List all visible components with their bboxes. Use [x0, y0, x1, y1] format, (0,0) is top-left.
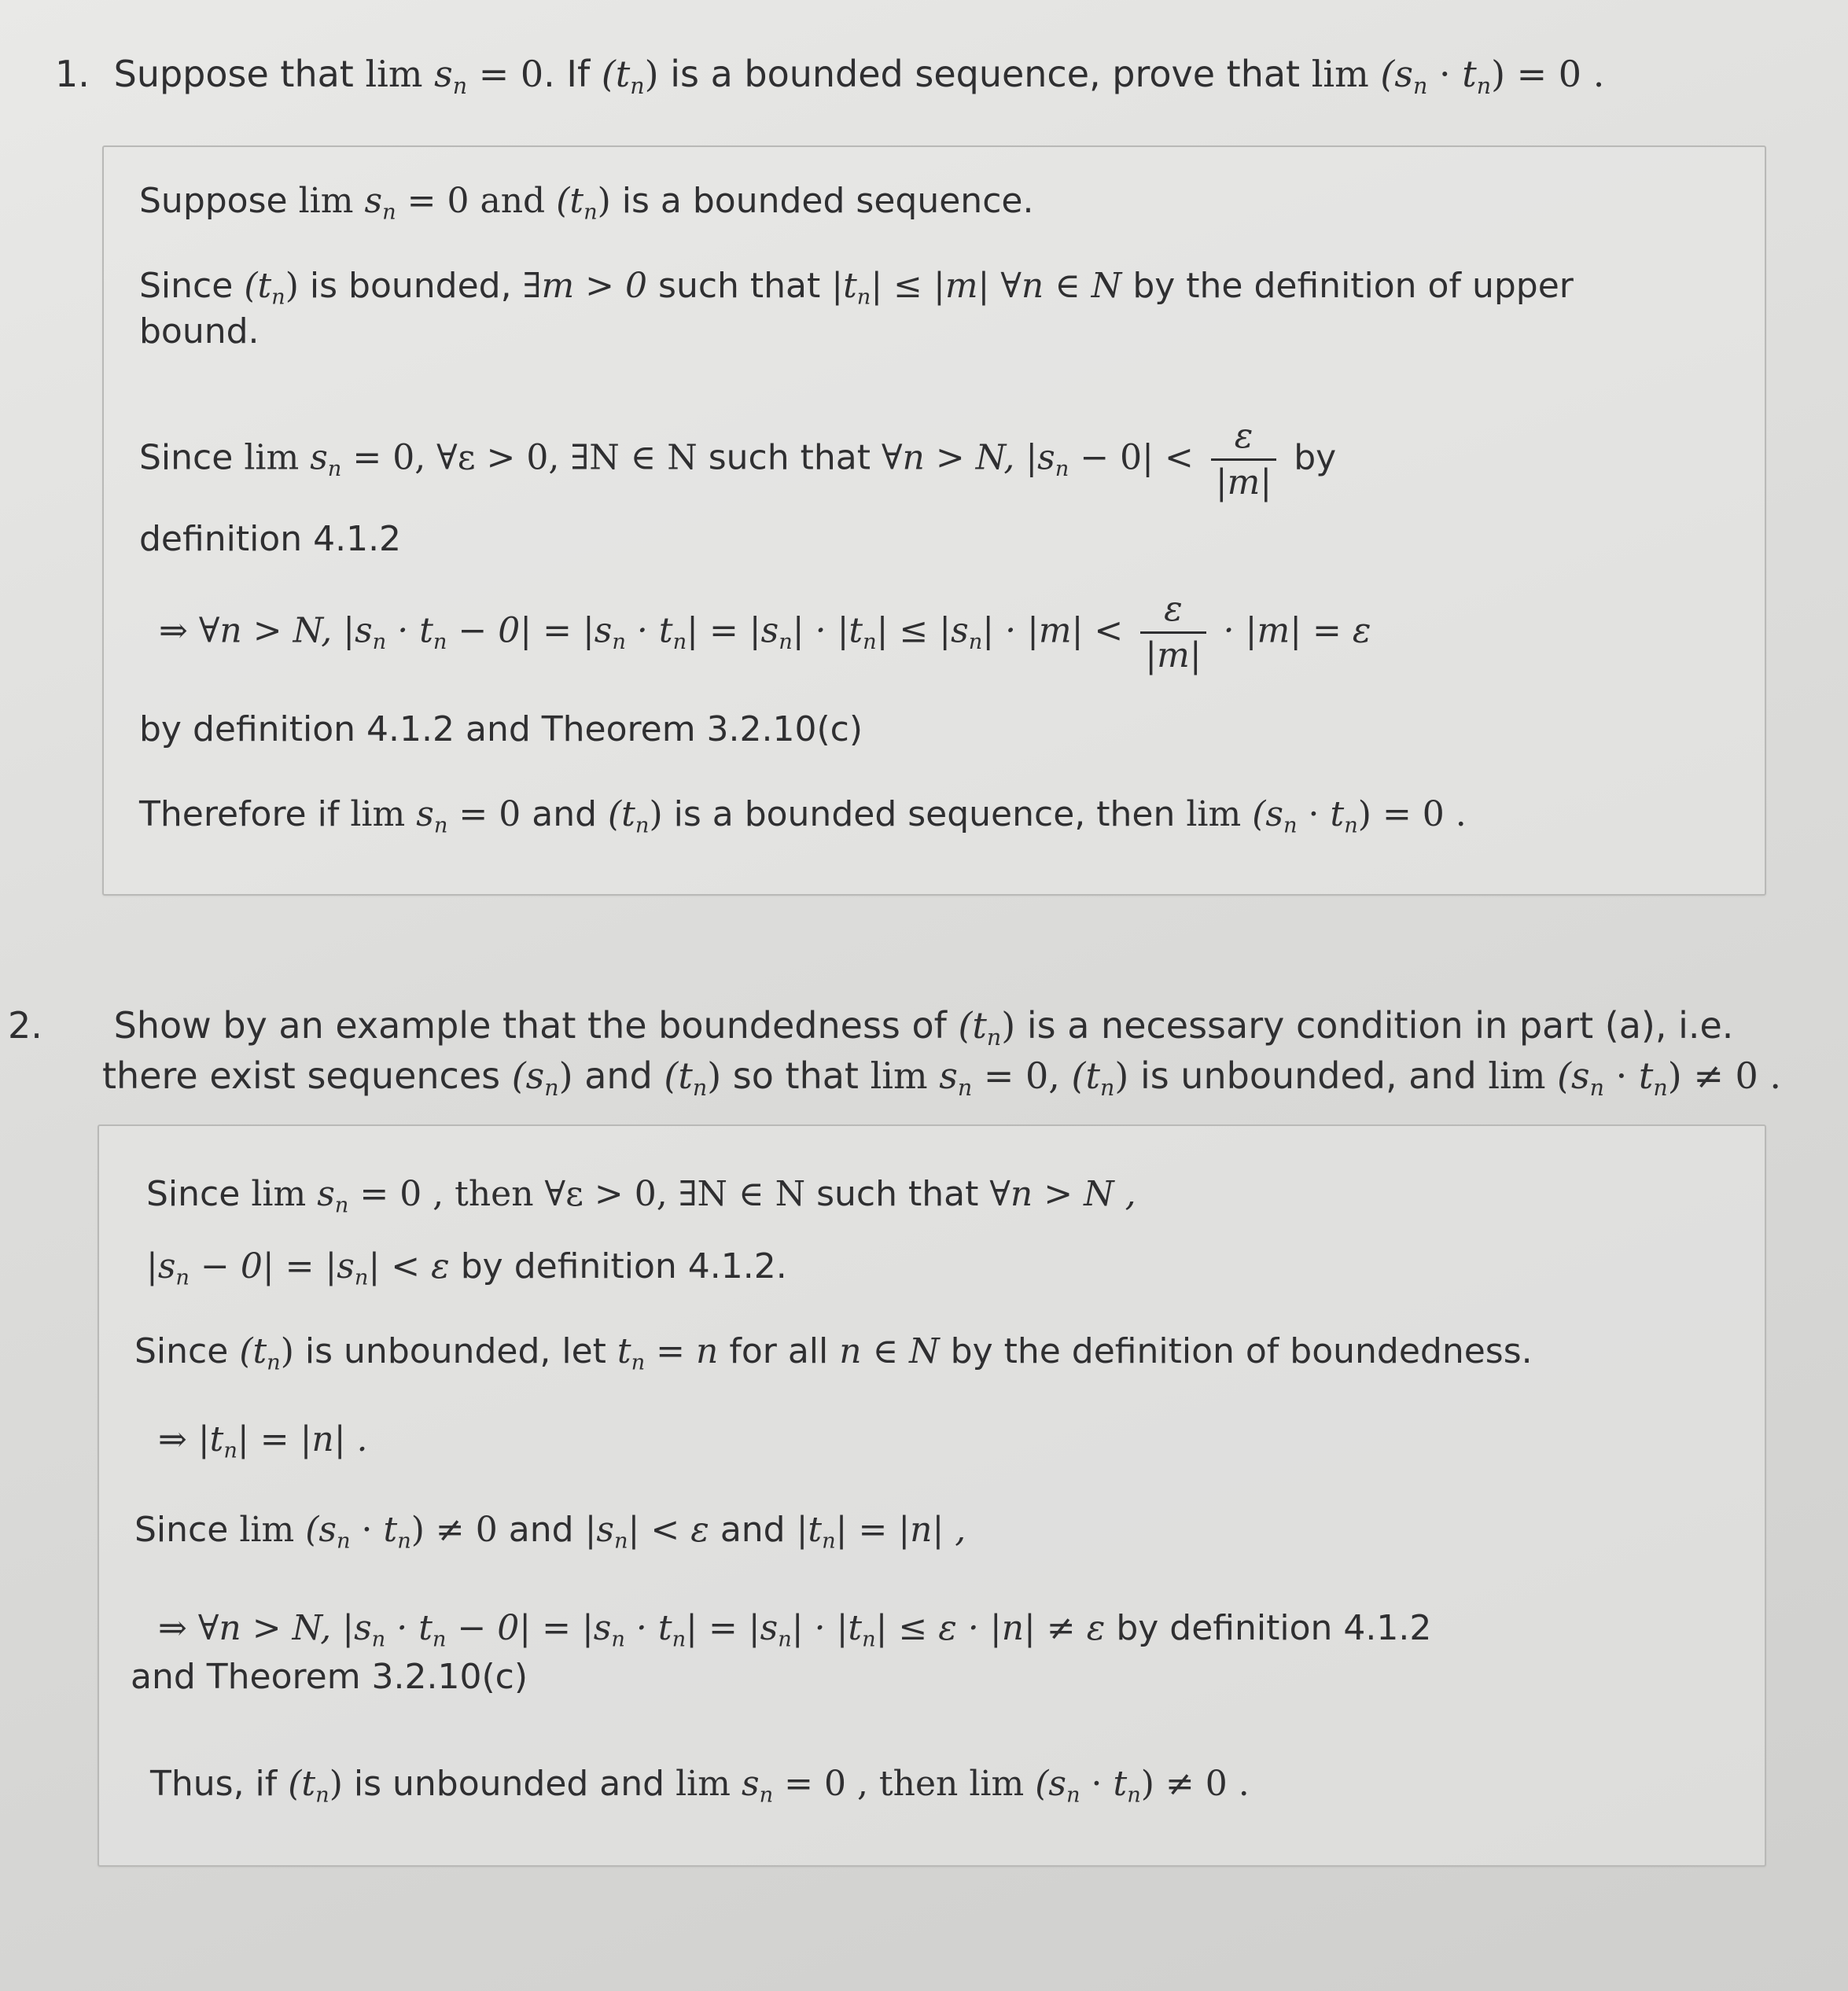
fraction-eps-over-m-2: $\frac{\varepsilon}{|m|}$ — [1140, 587, 1206, 678]
answer-2-line-1: Since $\lim s_n = 0$ , then ∀ε > 0, ∃N ∈ N such that ∀n > N , — [146, 1174, 1136, 1218]
answer-2-line-4: ⇒ $|t_n| = |n|$ . — [158, 1419, 368, 1463]
answer-1-line-4: Since $\lim s_n = 0$, ∀ε > 0, ∃N ∈ N such that ∀n > N, $|s_n - 0|$ < $\frac{\varepsilon}{|m|}$ by — [139, 414, 1336, 505]
answer-2-line-6: ⇒ ∀n > N, $|s_n \cdot t_n - 0| = |s_n \cdot t_n| = |s_n| \cdot |t_n| \le \varepsilon \cdot |n| \ne \varepsilon$ by definition 4.1.2 — [158, 1608, 1432, 1652]
answer-1-line-5: definition 4.1.2 — [139, 519, 402, 559]
answer-box-1 — [102, 145, 1766, 896]
answer-box-2 — [98, 1124, 1766, 1867]
question-number: 2. — [8, 1004, 42, 1047]
answer-2-line-7: and Theorem 3.2.10(c) — [131, 1657, 528, 1697]
question-2: 2. Show by an example that the boundedness of $(t_n)$ is a necessary condition in part (a), i.e. there exist sequences $(s_n)$ and $(t_n)$ so that $\lim s_n = 0$, $(t_n)$ is unbounded, and $\lim (s_n \cdot t_n) \ne 0$ . — [55, 1000, 1793, 1101]
answer-1-line-2: Since $(t_n)$ is bounded, ∃m > 0 such that $|t_n| \le |m|$ ∀n ∈ N by the definition of upper bound. — [139, 266, 1574, 351]
question-1: 1. Suppose that $\lim s_n = 0$. If $(t_n)$ is a bounded sequence, prove that $\lim (s_n \cdot t_n) = 0$ . — [55, 49, 1793, 99]
answer-2-line-5: Since $\lim (s_n \cdot t_n) \ne 0$ and $|s_n| < \varepsilon$ and $|t_n| = |n|$ , — [134, 1510, 966, 1554]
answer-2-line-8: Thus, if $(t_n)$ is unbounded and $\lim s_n = 0$ , then $\lim (s_n \cdot t_n) \ne 0$ . — [150, 1764, 1250, 1808]
fraction-eps-over-m: $\frac{\varepsilon}{|m|}$ — [1211, 414, 1276, 505]
bound-text: bound. — [139, 311, 260, 351]
answer-1-line-8: Therefore if $\lim s_n = 0$ and $(t_n)$ is a bounded sequence, then $\lim (s_n \cdot t_n) = 0$ . — [139, 794, 1467, 838]
answer-2-line-2: $|s_n - 0| = |s_n| < \varepsilon$ by definition 4.1.2. — [146, 1246, 787, 1290]
question-number: 1. — [55, 53, 90, 95]
answer-1-line-1: Suppose $\lim s_n = 0$ and $(t_n)$ is a bounded sequence. — [139, 181, 1034, 225]
answer-1-line-6: ⇒ ∀n > N, $|s_n \cdot t_n - 0| = |s_n \cdot t_n| = |s_n| \cdot |t_n| \le |s_n| \cdot |m|$ < $\frac{\varepsilon}{|m|}$ · |m| = ε — [159, 587, 1371, 678]
answer-2-line-3: Since $(t_n)$ is unbounded, let $t_n = n$ for all n ∈ N by the definition of boundedness. — [134, 1331, 1533, 1375]
answer-1-line-7: by definition 4.1.2 and Theorem 3.2.10(c) — [139, 709, 863, 749]
